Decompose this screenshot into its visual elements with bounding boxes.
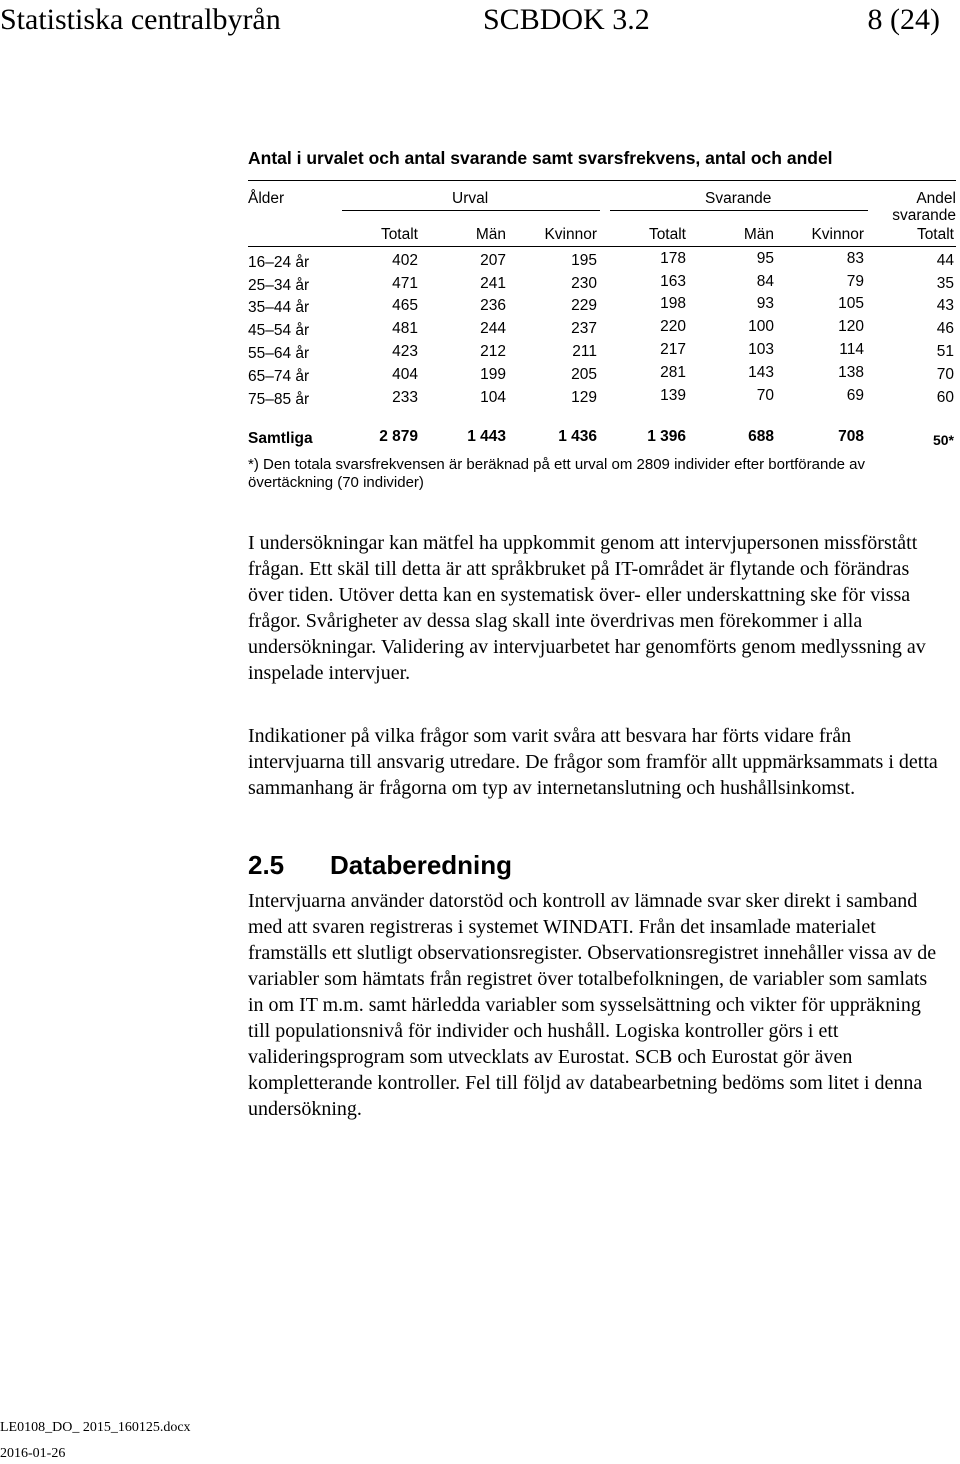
total-cell: 688: [748, 428, 774, 445]
table-cell: 139: [660, 387, 686, 404]
table-title: Antal i urvalet och antal svarande samt svarsfrekvens, antal och andel: [248, 148, 833, 168]
column-header: Kvinnor: [544, 226, 597, 243]
section-title: Databeredning: [330, 850, 513, 880]
table-cell: 60: [936, 389, 954, 406]
table-cell: 195: [571, 252, 597, 269]
table-cell: 481: [392, 320, 418, 337]
header-page-number: 8 (24): [867, 3, 940, 36]
total-cell: 1 436: [558, 428, 597, 445]
table-cell: 163: [660, 273, 686, 290]
table-cell: 69: [846, 387, 864, 404]
table-cell: 404: [392, 366, 418, 383]
total-cell: 708: [838, 428, 864, 445]
footer-date: 2016-01-26: [0, 1446, 66, 1461]
paragraph-databeredning: Intervjuarna använder datorstöd och kontroll av lämnade svar sker direkt i samband med att svaren registreras i systemet WINDATI. Från det insamlade materialet framställs ett slutligt observationsregister. Observationsregistret innehåller vissa av de variabler som hämtats från registret över totalbefolkningen, de variabler som samlats in om IT m.m. samt härledda variabler som sysselsättning och vikter för uppräkning till populationsnivå för individer och hushåll. Logiska kontroller görs i ett valideringsprogram som utvecklats av Eurostat. SCB och Eurostat gör även kompletterande kontroller. Fel till följd av databearbetning bedöms som litet i denna undersökning.: [248, 890, 937, 1120]
table-cell: 51: [936, 343, 954, 360]
paragraph-indications: Indikationer på vilka frågor som varit svåra att besvara har förts vidare från intervjuarna till ansvarig utredare. De frågor som framför allt uppmärksammats i detta sammanhang är frågorna om typ av internetanslutning och hushållsinkomst.: [248, 725, 938, 799]
table-cell: 43: [936, 297, 954, 314]
table-top-rule: [248, 180, 956, 181]
table-cell: 217: [660, 341, 686, 358]
row-label: 16–24 år: [248, 254, 310, 271]
table-cell: 237: [571, 320, 597, 337]
table-cell: 229: [571, 297, 597, 314]
section-heading: [248, 850, 512, 881]
section-number: 2.5: [248, 850, 285, 880]
column-header: Totalt: [380, 226, 418, 243]
urval-group-rule: [342, 210, 600, 211]
table-cell: 95: [756, 250, 774, 267]
column-header: Män: [743, 226, 774, 243]
table-cell: 178: [660, 250, 686, 267]
column-header: Män: [475, 226, 506, 243]
header-document-id: SCBDOK 3.2: [483, 3, 650, 36]
table-cell: 205: [571, 366, 597, 383]
total-cell: 2 879: [379, 428, 418, 445]
table-cell: 114: [839, 341, 864, 358]
column-group-urval: Urval: [452, 190, 489, 207]
table-footnote: *) Den totala svarsfrekvensen är beräknad på ett urval om 2809 individer efter bortförande av övertäckning (70 individer): [248, 456, 866, 491]
table-cell: 402: [392, 252, 418, 269]
table-cell: 129: [571, 389, 597, 406]
svarande-group-rule: [610, 210, 868, 211]
table-cell: 84: [756, 273, 774, 290]
header-organization: Statistiska centralbyrån: [0, 3, 281, 36]
table-header-rule: [248, 246, 956, 247]
paragraph-measurement-errors: I undersökningar kan mätfel ha uppkommit genom att intervjupersonen missförstått frågan. Ett skäl till detta är att språkbruket på IT-området är flytande och förändras över tiden. Utöver detta kan en systematisk över- eller underskattning ske för vissa frågor. Svårigheter av dessa slag skall inte överdrivas men förekommer i alla undersökningar. Validering av intervjuarbetet har genomförts genom medlyssning av inspelade intervjuer.: [248, 532, 926, 684]
table-cell: 244: [480, 320, 506, 337]
table-cell: 207: [480, 252, 506, 269]
table-cell: 35: [936, 275, 954, 292]
table-cell: 233: [392, 389, 418, 406]
total-cell: 1 396: [647, 428, 686, 445]
row-label: 75–85 år: [248, 391, 310, 408]
row-label: 25–34 år: [248, 277, 310, 294]
table-cell: 79: [846, 273, 864, 290]
table-cell: 212: [480, 343, 506, 360]
table-cell: 199: [480, 366, 506, 383]
column-group-andel-line1: Andel: [916, 190, 956, 207]
table-cell: 138: [838, 364, 864, 381]
table-cell: 104: [480, 389, 506, 406]
total-cell: 50*: [932, 432, 954, 448]
table-cell: 220: [660, 318, 686, 335]
table-cell: 423: [392, 343, 418, 360]
table-cell: 241: [480, 275, 506, 292]
footer-filename: LE0108_DO_ 2015_160125.docx: [0, 1420, 191, 1435]
table-cell: 46: [936, 320, 954, 337]
total-row-label: Samtliga: [248, 430, 313, 447]
column-header: Totalt: [648, 226, 686, 243]
table-cell: 230: [571, 275, 597, 292]
table-cell: 93: [756, 295, 774, 312]
column-header-age: Ålder: [248, 190, 285, 207]
row-label: 35–44 år: [248, 299, 310, 316]
table-cell: 105: [838, 295, 864, 312]
table-cell: 198: [660, 295, 686, 312]
total-cell: 1 443: [467, 428, 506, 445]
table-cell: 44: [936, 252, 954, 269]
column-header: Kvinnor: [811, 226, 864, 243]
table-cell: 120: [838, 318, 864, 335]
column-group-andel-line2: svarande: [892, 207, 956, 224]
table-cell: 236: [480, 297, 506, 314]
table-cell: 103: [748, 341, 774, 358]
table-cell: 70: [936, 366, 954, 383]
table-cell: 70: [756, 387, 774, 404]
table-cell: 211: [572, 343, 597, 360]
column-group-svarande: Svarande: [705, 190, 772, 207]
table-cell: 281: [660, 364, 686, 381]
row-label: 55–64 år: [248, 345, 310, 362]
column-header: Totalt: [916, 226, 954, 243]
table-cell: 465: [392, 297, 418, 314]
row-label: 45–54 år: [248, 322, 310, 339]
table-cell: 100: [748, 318, 774, 335]
table-cell: 83: [846, 250, 864, 267]
table-cell: 143: [748, 364, 774, 381]
table-cell: 471: [392, 275, 418, 292]
row-label: 65–74 år: [248, 368, 310, 385]
